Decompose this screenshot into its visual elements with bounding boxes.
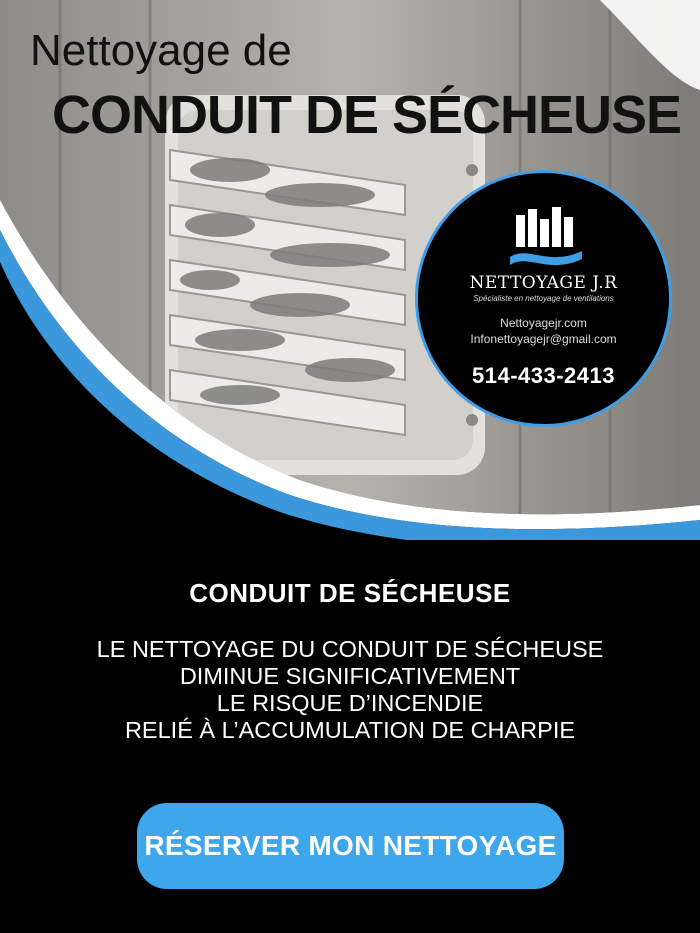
company-tagline: Spécialiste en nettoyage de ventilations <box>473 294 614 303</box>
description-text <box>0 636 700 744</box>
email-text: Infonettoyagejr@gmail.com <box>470 332 617 346</box>
company-name: NETTOYAGE J.R <box>469 273 618 293</box>
website-text: Nettoyagejr.com <box>500 316 587 330</box>
company-badge <box>415 170 672 427</box>
page-title-line2: CONDUIT DE SÉCHEUSE <box>52 85 682 145</box>
description-line: LE NETTOYAGE DU CONDUIT DE SÉCHEUSE <box>96 636 604 662</box>
book-cleaning-button[interactable]: RÉSERVER MON NETTOYAGE <box>137 803 564 889</box>
company-logo-icon <box>508 205 584 275</box>
page-title-line1: Nettoyage de <box>30 26 292 75</box>
section-heading: CONDUIT DE SÉCHEUSE <box>189 578 511 608</box>
description-line: LE RISQUE D’INCENDIE <box>216 690 484 716</box>
phone-number: 514-433-2413 <box>471 363 615 388</box>
description-line: RELIÉ À L’ACCUMULATION DE CHARPIE <box>124 717 576 743</box>
description-line: DIMINUE SIGNIFICATIVEMENT <box>179 663 521 689</box>
